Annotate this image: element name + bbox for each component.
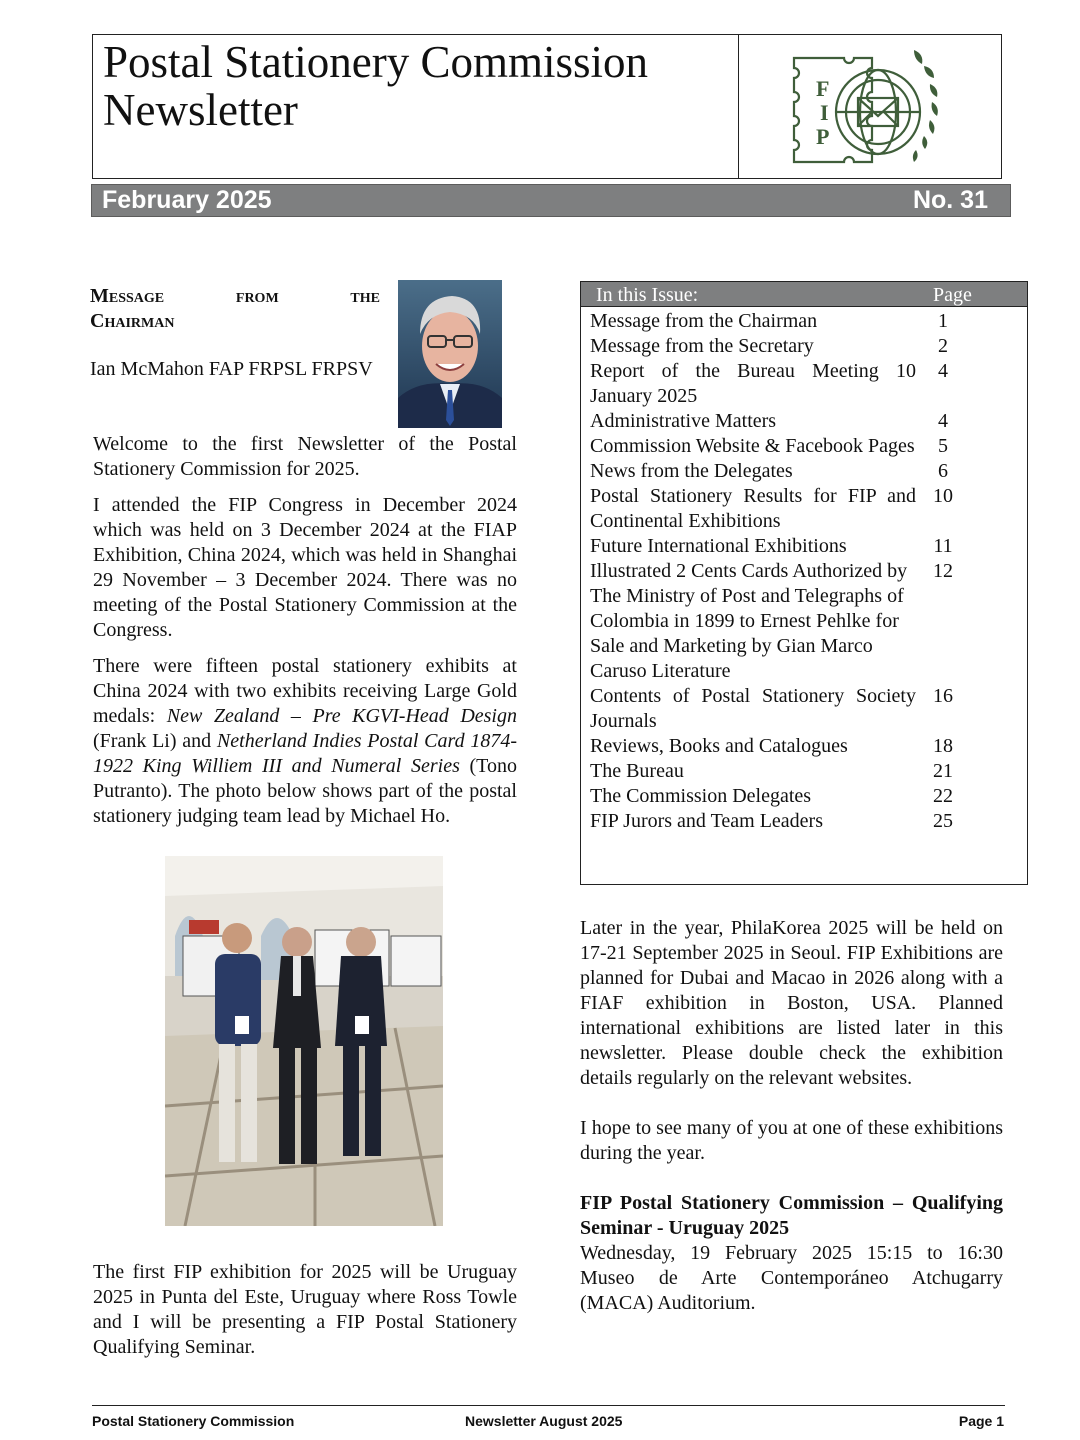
- chairman-message-body: [93, 432, 517, 840]
- contents-page: 2: [938, 335, 948, 357]
- contents-page: 4: [938, 410, 948, 432]
- contents-page: 12: [933, 560, 953, 582]
- exhibit-title: New Zealand – Pre KGVI-Head Design: [166, 705, 517, 727]
- contents-title: Administrative Matters: [590, 410, 777, 432]
- contents-row[interactable]: [590, 734, 1020, 759]
- contents-title: FIP Jurors and Team Leaders: [590, 810, 823, 832]
- paragraph: Welcome to the first Newsletter of the Postal Stationery Commission for 2025.: [93, 433, 517, 480]
- contents-row[interactable]: [590, 809, 1020, 834]
- contents-title: News from the Delegates: [590, 460, 793, 482]
- contents-title: Reviews, Books and Catalogues: [590, 735, 848, 757]
- seminar-heading: FIP Postal Stationery Commission – Qualifying Seminar - Uruguay 2025: [580, 1192, 1003, 1239]
- exhibit-title: Netherland Indies Postal Card 1874-1922 King Williem III and Numeral Series: [93, 730, 517, 777]
- contents-page: 11: [933, 535, 953, 557]
- contents-row[interactable]: [590, 684, 1020, 734]
- fip-logo: [786, 40, 956, 174]
- contents-page: 5: [938, 435, 948, 457]
- contents-page: 1: [938, 310, 948, 332]
- text-run: There were fifteen postal stationery exhibits at China 2024 with two exhibits receiving Large Gold medals:: [93, 655, 517, 727]
- contents-page: 21: [933, 760, 953, 782]
- paragraph-exhibits: [93, 654, 517, 829]
- contents-page: 4: [938, 360, 948, 382]
- contents-page: 10: [933, 485, 953, 507]
- footer-center: Newsletter August 2025: [465, 1413, 623, 1429]
- section-heading: Message from the: [90, 285, 380, 307]
- contents-title: Message from the Secretary: [590, 335, 814, 357]
- contents-row[interactable]: [590, 359, 1020, 409]
- contents-list: [590, 309, 1020, 834]
- chairman-portrait: [398, 280, 502, 428]
- contents-row[interactable]: [590, 784, 1020, 809]
- section-heading-line-2: Chairman: [90, 310, 175, 332]
- seminar-announcement: [93, 1260, 517, 1360]
- contents-row[interactable]: [590, 309, 1020, 334]
- contents-row[interactable]: [590, 334, 1020, 359]
- newsletter-title: [103, 38, 723, 134]
- contents-title: The Commission Delegates: [590, 785, 812, 807]
- contents-page: 25: [933, 810, 953, 832]
- contents-title: Message from the Chairman: [590, 310, 818, 332]
- paragraph: I attended the FIP Congress in December 2024 which was held on 3 December 2024 at the FIAP Exhibition, China 2024, which was held in Shanghai 29 November – 3 December 2024. There was no meeting of the Postal Stationery Commission at the Congress.: [93, 494, 517, 641]
- seminar-details: Wednesday, 19 February 2025 15:15 to 16:30 Museo de Arte Contemporáneo Atchugarry (MACA) Auditorium.: [580, 1242, 1003, 1314]
- right-column-body: [580, 916, 1003, 1316]
- contents-row[interactable]: [590, 559, 1020, 684]
- contents-page: 6: [938, 460, 948, 482]
- issue-date: February 2025: [102, 186, 272, 214]
- paragraph: I hope to see many of you at one of these exhibitions during the year.: [580, 1117, 1003, 1164]
- logo-letter-p: P: [816, 124, 830, 149]
- contents-title: Future International Exhibitions: [590, 535, 847, 557]
- contents-row[interactable]: [590, 759, 1020, 784]
- contents-title: Report of the Bureau Meeting 10 January 2025: [590, 360, 916, 407]
- contents-page: 22: [933, 785, 953, 807]
- contents-title: Postal Stationery Results for FIP and Continental Exhibitions: [590, 485, 916, 532]
- contents-header-label: In this Issue:: [596, 284, 699, 306]
- title-line-2: Newsletter: [103, 85, 298, 135]
- text-run: (Frank Li) and: [93, 730, 217, 752]
- judging-team-photo: [165, 856, 443, 1226]
- paragraph: The first FIP exhibition for 2025 will be Uruguay 2025 in Punta del Este, Uruguay where Ross Towle and I will be presenting a FIP Postal Stationery Qualifying Seminar.: [93, 1261, 517, 1358]
- title-line-1: Postal Stationery Commission: [103, 37, 649, 87]
- contents-row[interactable]: [590, 484, 1020, 534]
- contents-row[interactable]: [590, 434, 1020, 459]
- footer-left: Postal Stationery Commission: [92, 1413, 295, 1429]
- contents-header-page: Page: [933, 284, 972, 306]
- contents-title: The Bureau: [590, 760, 684, 782]
- contents-row[interactable]: [590, 459, 1020, 484]
- text-run: (Tono Putranto). The photo below shows part of the postal stationery judging team lead by Michael Ho.: [93, 755, 518, 827]
- page-number: Page 1: [958, 1413, 1004, 1429]
- contents-title: Commission Website & Facebook Pages: [590, 435, 915, 457]
- contents-title: Contents of Postal Stationery Society Journals: [590, 685, 916, 732]
- logo-letter-i: I: [820, 100, 829, 125]
- footer-rule: [92, 1405, 1005, 1406]
- masthead-divider: [738, 34, 739, 179]
- contents-page: 18: [933, 735, 953, 757]
- logo-letter-f: F: [816, 76, 830, 101]
- author-name: Ian McMahon FAP FRPSL FRPSV: [90, 358, 373, 380]
- issue-number: No. 31: [912, 186, 988, 214]
- contents-row[interactable]: [590, 409, 1020, 434]
- paragraph: Later in the year, PhilaKorea 2025 will be held on 17-21 September 2025 in Seoul. FIP Exhibitions are planned for Dubai and Macao in 2026 along with a FIAF exhibition in Boston, USA. Planned international exhibitions are listed later in this newsletter. Please double check the exhibition details regularly on the relevant websites.: [580, 917, 1003, 1089]
- contents-title: Illustrated 2 Cents Cards Authorized by The Ministry of Post and Telegraphs of Colombia in 1899 to Ernest Pehlke for Sale and Marketing by Gian Marco Caruso Literature: [590, 560, 908, 682]
- contents-row[interactable]: [590, 534, 1020, 559]
- contents-page: 16: [933, 685, 953, 707]
